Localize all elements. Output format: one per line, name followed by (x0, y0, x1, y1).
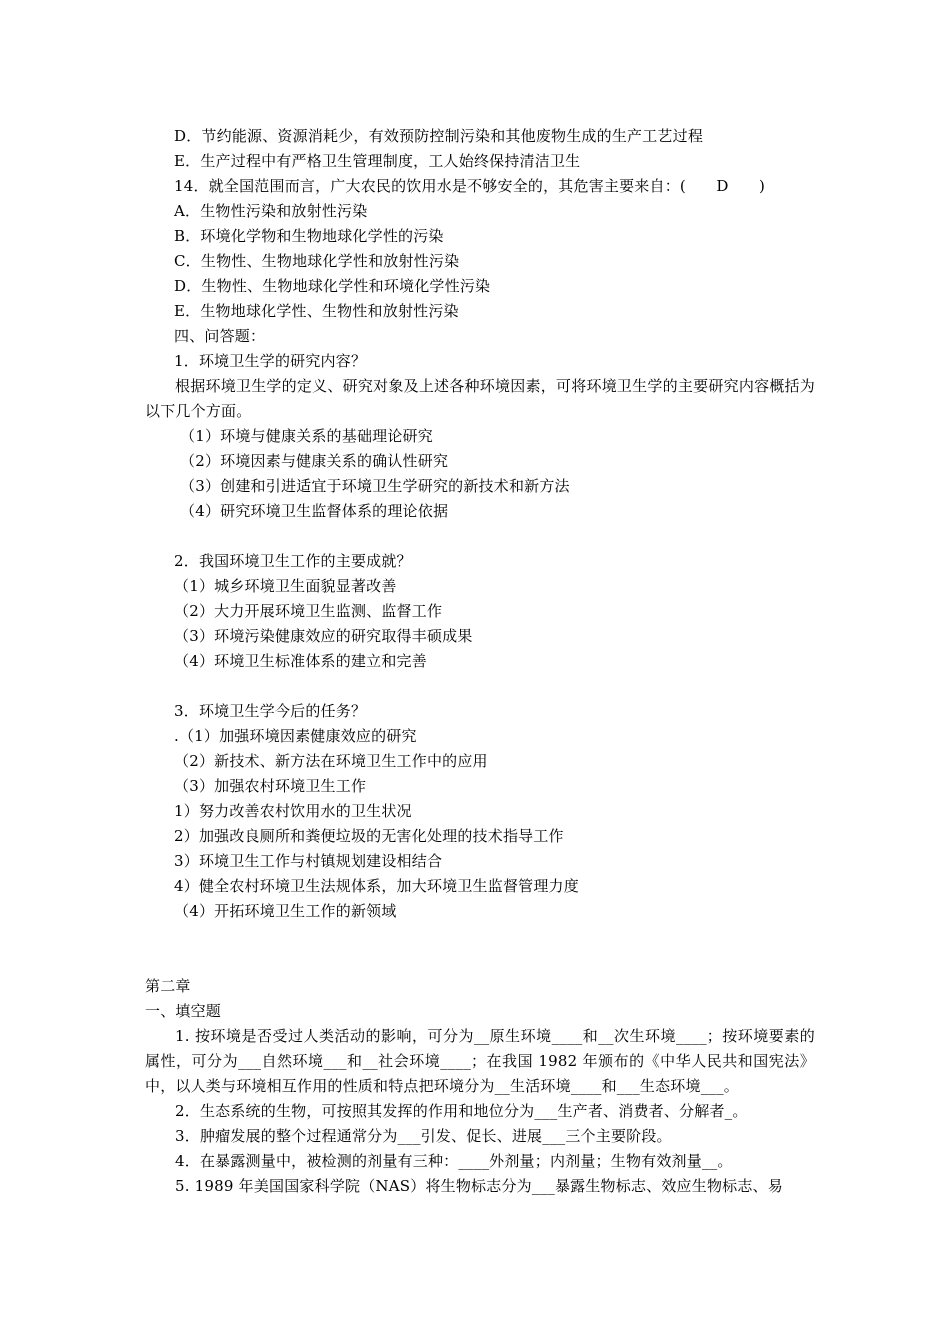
fill-blank-item-2: 2．生态系统的生物，可按照其发挥的作用和地位分为___生产者、消费者、分解者_。 (175, 1102, 748, 1120)
qa-q2-item: （4）环境卫生标准体系的建立和完善 (174, 652, 427, 670)
qa-question-3-title: 3．环境卫生学今后的任务？ (174, 702, 367, 720)
section-heading-qa: 四、问答题： (174, 327, 266, 345)
spacer (145, 674, 815, 699)
qa-q3-item: （2）新技术、新方法在环境卫生工作中的应用 (174, 752, 488, 770)
fill-blank-item-1: 1. 按环境是否受过人类活动的影响，可分为__原生环境____和__次生环境____；按环境要素的属性，可分为___自然环境___和__社会环境____；在我国 1982 年颁布的《中华人民共和国宪法》中，以人类与环境相互作用的性质和特点把环境分为__生活环境____和___生态环境___。 (145, 1027, 815, 1095)
qa-q1-item: （2）环境因素与健康关系的确认性研究 (180, 452, 449, 470)
qa-q3-item: （3）加强农村环境卫生工作 (174, 777, 367, 795)
qa-q3-subitem: 3）环境卫生工作与村镇规划建设相结合 (174, 852, 443, 870)
qa-q2-item: （2）大力开展环境卫生监测、监督工作 (174, 602, 443, 620)
qa-q2-item: （1）城乡环境卫生面貌显著改善 (174, 577, 397, 595)
qa-q3-item: .（1）加强环境因素健康效应的研究 (174, 727, 417, 745)
fill-blank-item-5: 5. 1989 年美国国家科学院（NAS）将生物标志分为___暴露生物标志、效应生物标志、易 (175, 1177, 783, 1195)
q14-option-b: B．环境化学物和生物地球化学性的污染 (174, 227, 444, 245)
qa-question-1-paragraph: 根据环境卫生学的定义、研究对象及上述各种环境因素，可将环境卫生学的主要研究内容概括为以下几个方面。 (145, 377, 815, 420)
q14-option-a: A．生物性污染和放射性污染 (174, 202, 368, 220)
qa-q1-item: （3）创建和引进适宜于环境卫生学研究的新技术和新方法 (180, 477, 570, 495)
q14-option-c: C．生物性、生物地球化学性和放射性污染 (174, 252, 460, 270)
qa-question-2-title: 2．我国环境卫生工作的主要成就？ (174, 552, 412, 570)
question-14: 14．就全国范围而言，广大农民的饮用水是不够安全的，其危害主要来自：( D ) (174, 177, 766, 195)
qa-question-1-title: 1．环境卫生学的研究内容？ (174, 352, 367, 370)
qa-q3-subitem: 2）加强改良厕所和粪便垃圾的无害化处理的技术指导工作 (174, 827, 564, 845)
q14-option-e: E．生物地球化学性、生物性和放射性污染 (174, 302, 459, 320)
qa-q1-item: （1）环境与健康关系的基础理论研究 (180, 427, 433, 445)
qa-q3-subitem: 1）努力改善农村饮用水的卫生状况 (174, 802, 412, 820)
option-d-text: D．节约能源、资源消耗少，有效预防控制污染和其他废物生成的生产工艺过程 (174, 127, 704, 145)
qa-q1-item: （4）研究环境卫生监督体系的理论依据 (180, 502, 449, 520)
chapter-title: 第二章 (145, 977, 191, 995)
qa-q2-item: （3）环境污染健康效应的研究取得丰硕成果 (174, 627, 473, 645)
fill-blank-heading: 一、填空题 (145, 1002, 222, 1020)
spacer (145, 524, 815, 549)
qa-q3-item: （4）开拓环境卫生工作的新领域 (174, 902, 397, 920)
q14-option-d: D．生物性、生物地球化学性和环境化学性污染 (174, 277, 491, 295)
fill-blank-item-3: 3．肿瘤发展的整个过程通常分为___引发、促长、进展___三个主要阶段。 (175, 1127, 672, 1145)
document-body (145, 124, 815, 1199)
option-e-text: E．生产过程中有严格卫生管理制度，工人始终保持清洁卫生 (174, 152, 581, 170)
qa-q3-subitem: 4）健全农村环境卫生法规体系，加大环境卫生监督管理力度 (174, 877, 579, 895)
spacer (145, 924, 815, 974)
fill-blank-item-4: 4．在暴露测量中，被检测的剂量有三种：____外剂量；内剂量；生物有效剂量__。 (175, 1152, 733, 1170)
